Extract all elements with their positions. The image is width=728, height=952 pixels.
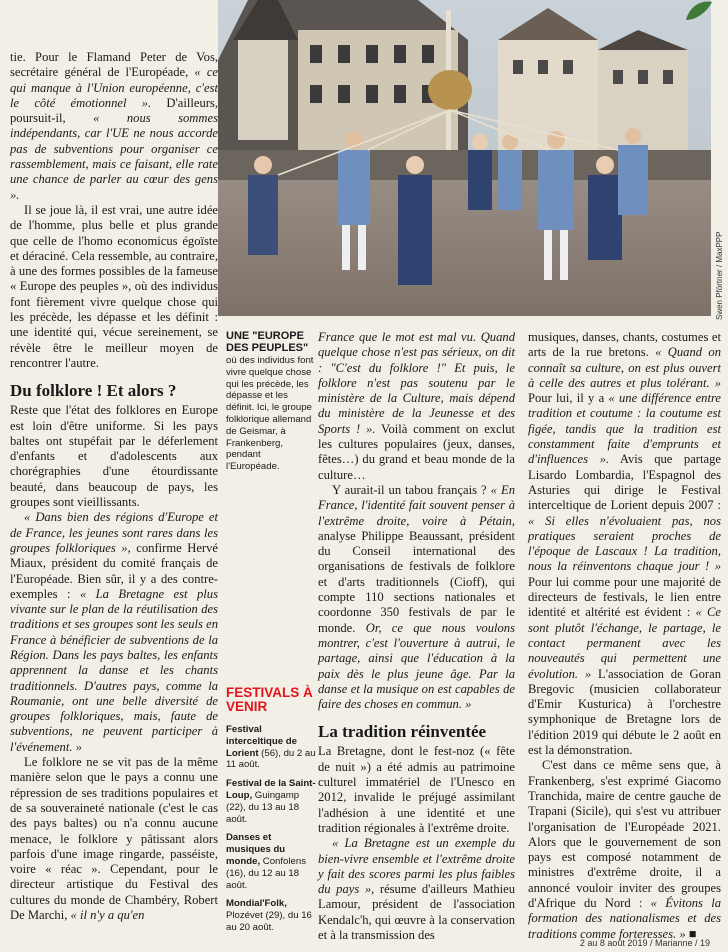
article-column-3	[318, 330, 515, 943]
festival-item: Mondial'Folk, Plozévet (29), du 16 au 20 août.	[226, 898, 312, 933]
paragraph: C'est dans ce même sens que, à Frankenberg, s'est exprimé Giacomo Tranchida, maire de centre gauche de Trapani (Sicile), qui s'est vu attribuer l'organisation de l'Européade 2021. Alors que le gouvernement de son pays est composé notamment de ministres d'extrême droite, il a annoncé vouloir inviter des groupes d'Afrique du Nord : « Évitons la formation des nationalismes et des traditions comme forteresses. » ■	[528, 758, 721, 941]
paragraph: « La Bretagne est un exemple du bien-vivre ensemble et l'extrême droite y fait des scores parmi les plus faibles du pays », résume d'ailleurs Mathieu Lamour, président de l'association Kendalc'h, qui œuvre à la conservation et à la transmission des	[318, 836, 516, 942]
paragraph: Le folklore ne se vit pas de la même manière selon que le pays a connu une répression de ses traditions populaires et de sa souveraineté nationale (c'est le cas des pays baltes) ou n'a connu aucune menace, le folklore y pâtissant alors parfois d'une image ringarde, passéiste, voire « réac ». Cependant, pour le directeur artistique du Festival des cultures du monde de Chambéry, Robert De Marchi, « il n'y a qu'en	[10, 755, 218, 923]
paragraph: musiques, danses, chants, costumes et arts de la rue bretons. « Quand on connaît sa culture, on est plus ouvert à celle des autres et plus tolérant. » Pour lui, il y a « une différence entre tradition et coutume : la coutume est figée, tandis que la tradition est constamment faite d'emprunts et d'influences ». Avis que partage Lisardo Lombardia, l'Espagnol des Asturies qui dirige le Festival interceltique de Lorient depuis 2007 : « Si elles n'évoluaient pas, nos pratiques seraient proches de l'époque de Lascaux ! La tradition, nous la réinventons chaque jour ! » Pour lui comme pour une majorité de directeurs de festivals, le lien entre identité et altérité est évident : « Ce sont plutôt l'échange, le partage, le contact permanent avec les nouveautés qui permettent une évolution. » L'association de Goran Bregovic (musicien collaborateur d'Emir Kusturica) à l'orchestre symphonique de Bretagne lors de l'édition 2019 qui débute le 2 août en est la démonstration.	[528, 330, 721, 758]
festivals-title: FESTIVALS À VENIR	[226, 685, 313, 714]
paragraph: Il se joue là, il est vrai, une autre idée de l'homme, plus belle et plus grande que celle de l'homo economicus égoïste et déraciné. Cela ressemble, au contraire, à une des formes possibles de la fameuse « Europe des peuples », où des individus font fièrement vivre quelque chose qui les précède, les dépasse et les définit : une identité qui, vécue sereinement, se révèle être le meilleur moyen de rencontrer l'autre.	[10, 202, 218, 370]
photo-credit: Swen Pförtner / MaxPPP	[715, 231, 724, 320]
paragraph: Reste que l'état des folklores en Europe est loin d'être uniforme. Si les pays baltes ont stupéfait par le déferlement d'enfants et d'adolescents aux chorégraphies d'une étourdissante beauté, dans beaucoup de pays, les groupes sont vieillissants.	[10, 403, 218, 510]
page-footer: 2 au 8 août 2019 / Marianne / 19	[579, 938, 710, 948]
paragraph: La Bretagne, dont le fest-noz (« fête de nuit ») a été admis au patrimoine culturel immatériel de l'Unesco en 2012, invalide le préjugé assimilant l'adhésion à une identité et une tradition régionales à l'extrême droite.	[318, 744, 515, 835]
article-column-4	[528, 330, 721, 942]
paragraph: « Dans bien des régions d'Europe et de France, les jeunes sont rares dans les groupes folkloriques », confirme Hervé Miaux, président du comité français de l'Européade. Bien sûr, il y a des contre-exemples : « La Bretagne est plus vivante sur le plan de la réutilisation des traditions et ses groupes sont les seuls en France à bénéficier de subventions de la Région. Dans les pays baltes, les enfants apprennent la danse et les chants traditionnels. D'autres pays, comme la Roumanie, ont une belle diversité de groupes folkloriques, mais, faute de subventions, ne peuvent participer à l'événement. »	[10, 510, 218, 754]
section-heading: La tradition réinventée	[318, 722, 487, 742]
festivals-box	[226, 686, 316, 941]
festival-item: Festival interceltique de Lorient (56), du 2 au 11 août.	[226, 724, 316, 771]
article-column-1	[10, 50, 218, 923]
festival-item: Danses et musiques du monde, Confolens (16), du 12 au 18 août.	[226, 832, 306, 891]
section-heading: Du folklore ! Et alors ?	[10, 381, 177, 401]
paragraph: Y aurait-il un tabou français ? « En France, l'identité fait souvent penser à l'extrême droite, voire à Pétain, analyse Philippe Beaussant, président du Conseil international des organisations de festivals de folklore et d'arts traditionnels (Cioff), qui compte 110 sections nationales et coordonne 350 festivals de par le monde. Or, ce que nous voulons montrer, c'est l'ouverture à autrui, le partage, ainsi que l'éducation à la paix dès le plus jeune âge. Par la danse et la musique on est capables de faire des choses en commun. »	[318, 482, 515, 712]
caption-text: où des individus font vivre quelque chose qui les précède, les dépasse et les définit. Ici, le groupe folklorique allemand de Geismar, à Frankenberg, pendant l'Européade.	[226, 355, 314, 473]
caption-title: UNE "EUROPE DES PEUPLES"	[226, 330, 309, 354]
paragraph: France que le mot est mal vu. Quand quelque chose n'est pas sérieux, on dit : "C'est du folklore !" Et puis, le folklore n'est pas soutenu par le ministère de la Culture, mais dépend du ministère de la Jeunesse et des Sports ! ». Voilà comment on exclut les cultures populaires (jeux, danses, fêtes…) du grand et beau monde de la culture…	[318, 330, 515, 482]
festival-item: Festival de la Saint-Loup, Guingamp (22), du 13 au 18 août.	[226, 778, 316, 825]
leaf-icon	[684, 0, 714, 22]
paragraph: tie. Pour le Flamand Peter de Vos, secrétaire général de l'Européade, « ce qui manque à l'Union européenne, c'est le côté émotionnel ». D'ailleurs, poursuit-il, « nous sommes indépendants, car l'UE ne nous accorde pas de subventions pour organiser ce rassemblement, mais ce faisant, elle rate une chance de parler au cœur des gens ».	[10, 50, 218, 202]
festival-photo	[218, 0, 711, 316]
photo-caption	[226, 330, 314, 473]
